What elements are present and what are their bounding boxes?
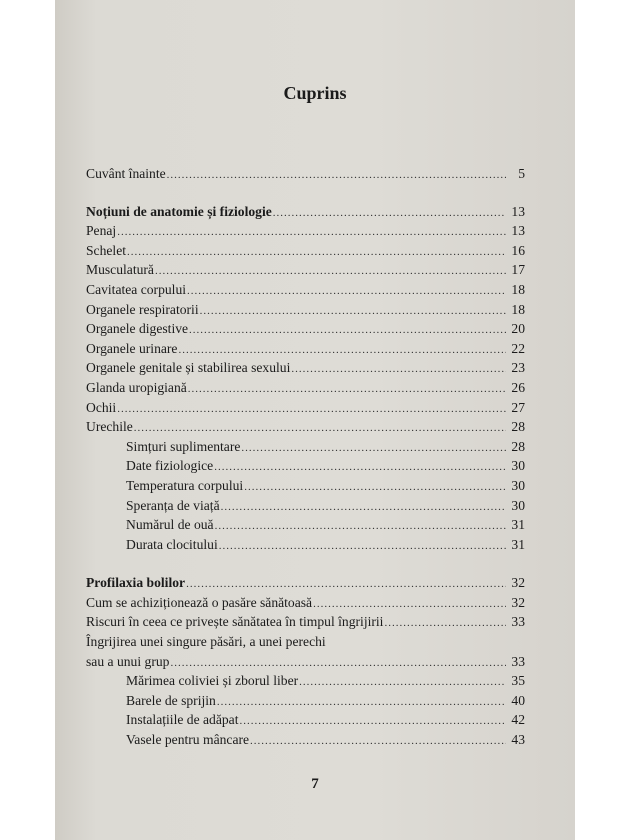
dot-leader xyxy=(186,578,506,590)
toc-entry xyxy=(86,302,525,322)
toc-entry-page: 18 xyxy=(511,301,525,317)
toc-entry xyxy=(86,282,525,302)
toc-entry-page: 35 xyxy=(511,673,525,689)
toc-entry-page: 31 xyxy=(511,517,525,533)
toc-spacer xyxy=(86,556,525,575)
toc-entry-label: Cavitatea corpului xyxy=(86,281,187,297)
toc-entry-page: 18 xyxy=(511,281,525,297)
toc-entry xyxy=(86,262,525,282)
toc-group-intro xyxy=(86,166,525,186)
toc-entry xyxy=(86,595,525,615)
toc-entry-page: 13 xyxy=(511,223,525,239)
toc-entry-label: Penaj xyxy=(86,223,117,239)
toc-entry-page: 43 xyxy=(511,732,525,748)
toc-entry-page: 30 xyxy=(511,497,525,513)
toc-entry-page: 30 xyxy=(511,458,525,474)
dot-leader xyxy=(214,461,506,473)
toc-entry xyxy=(86,204,525,224)
toc-entry-label: Barele de sprijin xyxy=(126,692,216,708)
toc-entry-page: 42 xyxy=(511,712,525,728)
toc-entry xyxy=(86,498,525,518)
dot-leader xyxy=(117,403,506,415)
dot-leader xyxy=(215,520,506,532)
toc-entry xyxy=(86,537,525,557)
toc-entry-page: 20 xyxy=(511,321,525,337)
toc-entry-label: Ochii xyxy=(86,399,117,415)
toc-group-prophylaxis xyxy=(86,575,525,751)
toc-entry xyxy=(86,360,525,380)
toc-entry xyxy=(86,166,525,186)
toc-entry-label: Glanda uropigiană xyxy=(86,379,187,395)
toc-entry xyxy=(86,673,525,693)
toc-entry-page: 40 xyxy=(511,692,525,708)
toc-entry-page: 26 xyxy=(511,379,525,395)
toc-entry-label: Organele digestive xyxy=(86,321,189,337)
dot-leader xyxy=(178,344,506,356)
dot-leader xyxy=(167,169,506,181)
toc-entry-label: Organele respiratorii xyxy=(86,301,199,317)
toc-entry-label: Instalațiile de adăpat xyxy=(126,712,239,728)
toc-entry-page: 13 xyxy=(511,203,525,219)
toc-entry-label: Organele genitale și stabilirea sexului xyxy=(86,360,291,376)
toc-entry xyxy=(86,634,525,654)
toc-entry xyxy=(86,419,525,439)
toc-entry-page: 16 xyxy=(511,242,525,258)
dot-leader xyxy=(217,696,506,708)
toc-entry xyxy=(86,517,525,537)
toc-entry xyxy=(86,380,525,400)
dot-leader xyxy=(187,285,506,297)
toc-entry xyxy=(86,400,525,420)
toc-entry-label: Temperatura corpului xyxy=(126,477,244,493)
toc-entry xyxy=(86,341,525,361)
dot-leader xyxy=(384,617,506,629)
toc-entry xyxy=(86,321,525,341)
toc-entry-page: 30 xyxy=(511,477,525,493)
page-title: Cuprins xyxy=(283,83,347,103)
dot-leader xyxy=(188,383,506,395)
dot-leader xyxy=(219,540,506,552)
dot-leader xyxy=(221,501,506,513)
dot-leader xyxy=(239,715,506,727)
dot-leader xyxy=(299,676,506,688)
dot-leader xyxy=(189,324,506,336)
toc-entry-label: Urechile xyxy=(86,419,133,435)
toc-entry-label: Musculatură xyxy=(86,262,154,278)
page-number: 7 xyxy=(311,776,319,792)
toc-entry xyxy=(86,614,525,634)
toc-entry-page: 33 xyxy=(511,653,525,669)
dot-leader xyxy=(117,226,506,238)
dot-leader xyxy=(250,735,506,747)
toc-entry-label: Cuvânt înainte xyxy=(86,166,166,181)
toc-entry xyxy=(86,458,525,478)
dot-leader xyxy=(200,305,506,317)
dot-leader xyxy=(155,265,506,277)
toc-entry-label: Cum se achiziționează o pasăre sănătoasă xyxy=(86,594,313,610)
toc-entry xyxy=(86,439,525,459)
dot-leader xyxy=(127,246,506,258)
toc-spacer xyxy=(86,186,525,204)
toc-entry-label: Durata clocitului xyxy=(126,536,218,552)
toc-entry xyxy=(86,732,525,752)
toc-entry-page: 22 xyxy=(511,340,525,356)
toc-entry xyxy=(86,575,525,595)
toc-entry-page: 32 xyxy=(511,575,525,591)
dot-leader xyxy=(244,481,506,493)
toc-entry-label: Noțiuni de anatomie și fiziologie xyxy=(86,203,272,219)
toc-entry-label: sau a unui grup xyxy=(86,653,170,669)
toc-entry-page: 28 xyxy=(511,419,525,435)
toc-entry-label: Schelet xyxy=(86,242,127,258)
dot-leader xyxy=(291,363,506,375)
toc-entry-label: Speranța de viață xyxy=(126,497,220,513)
toc-entry xyxy=(86,223,525,243)
toc-entry-label: Vasele pentru mâncare xyxy=(126,732,250,748)
toc-group-anatomy xyxy=(86,204,525,557)
dot-leader xyxy=(241,442,506,454)
dot-leader xyxy=(273,207,506,219)
toc-entry-page: 33 xyxy=(511,614,525,630)
toc-entry-page: 31 xyxy=(511,536,525,552)
toc-entry xyxy=(86,693,525,713)
toc-entry-page: 27 xyxy=(511,399,525,415)
toc-entry-label: Simțuri suplimentare xyxy=(126,438,241,454)
toc-entry xyxy=(86,654,525,674)
dot-leader xyxy=(313,598,506,610)
toc-entry-page: 17 xyxy=(511,262,525,278)
toc-entry-label: Riscuri în ceea ce privește sănătatea în timpul îngrijirii xyxy=(86,614,384,630)
dot-leader xyxy=(134,422,506,434)
toc-entry xyxy=(86,243,525,263)
table-of-contents xyxy=(86,166,525,752)
toc-entry xyxy=(86,712,525,732)
toc-entry-page: 23 xyxy=(511,360,525,376)
book-page xyxy=(55,0,575,840)
toc-entry-label: Mărimea coliviei și zborul liber xyxy=(126,673,299,689)
toc-entry-label: Numărul de ouă xyxy=(126,517,214,533)
dot-leader xyxy=(170,657,506,669)
toc-entry-label: Îngrijirea unei singure păsări, a unei perechi xyxy=(86,634,326,650)
toc-entry-label: Date fiziologice xyxy=(126,458,214,474)
toc-entry-page: 5 xyxy=(518,166,525,181)
toc-entry xyxy=(86,478,525,498)
toc-entry-page: 32 xyxy=(511,594,525,610)
toc-entry-label: Organele urinare xyxy=(86,340,178,356)
toc-entry-page: 28 xyxy=(511,438,525,454)
toc-entry-label: Profilaxia bolilor xyxy=(86,575,186,591)
